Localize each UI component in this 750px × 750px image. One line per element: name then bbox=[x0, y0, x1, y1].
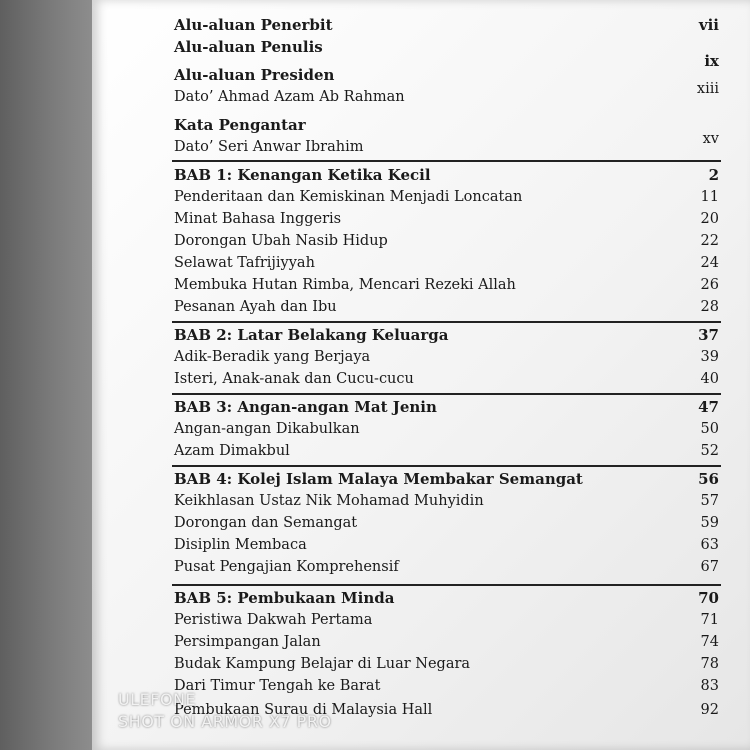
toc-entry bbox=[174, 81, 719, 108]
entry-page: 11 bbox=[700, 189, 719, 205]
entry-page: 22 bbox=[700, 233, 719, 249]
entry-label: Dorongan dan Semangat bbox=[174, 515, 358, 531]
table-of-contents bbox=[92, 0, 750, 750]
chapter-page: 56 bbox=[698, 470, 719, 488]
chapter-title: BAB 2: Latar Belakang Keluarga bbox=[174, 326, 449, 344]
entry-page: xv bbox=[702, 131, 719, 147]
toc-entry bbox=[174, 252, 719, 274]
entry-page: 74 bbox=[700, 634, 719, 650]
adjacent-page-edge bbox=[0, 0, 92, 750]
entry-page: vii bbox=[698, 16, 719, 34]
toc-entry bbox=[174, 131, 719, 158]
toc-entry bbox=[174, 64, 719, 86]
chapter-title: BAB 4: Kolej Islam Malaya Membakar Semangat bbox=[174, 470, 583, 488]
entry-label: Membuka Hutan Rimba, Mencari Rezeki Allah bbox=[174, 277, 516, 293]
entry-label: Penderitaan dan Kemiskinan Menjadi Loncatan bbox=[174, 189, 523, 205]
toc-entry bbox=[174, 274, 719, 296]
toc-entry bbox=[174, 346, 719, 368]
toc-entry bbox=[174, 368, 719, 390]
chapter-heading bbox=[174, 396, 719, 418]
entry-label: Alu-aluan Presiden bbox=[174, 66, 335, 84]
entry-label: Isteri, Anak-anak dan Cucu-cucu bbox=[174, 371, 414, 387]
entry-label: Peristiwa Dakwah Pertama bbox=[174, 612, 373, 628]
section-divider bbox=[172, 465, 721, 467]
chapter-page: 37 bbox=[698, 326, 719, 344]
chapter-title: BAB 1: Kenangan Ketika Kecil bbox=[174, 166, 431, 184]
entry-page: 26 bbox=[700, 277, 719, 293]
chapter-heading bbox=[174, 324, 719, 346]
toc-entry bbox=[174, 208, 719, 230]
entry-label: Adik-Beradik yang Berjaya bbox=[174, 349, 371, 365]
toc-entry bbox=[174, 490, 719, 512]
entry-label: Pesanan Ayah dan Ibu bbox=[174, 299, 337, 315]
section-divider bbox=[172, 584, 721, 586]
toc-entry bbox=[174, 418, 719, 440]
entry-page: 52 bbox=[700, 443, 719, 459]
toc-entry bbox=[174, 296, 719, 318]
entry-page: 78 bbox=[700, 656, 719, 672]
entry-page: 20 bbox=[700, 211, 719, 227]
chapter-title: BAB 5: Pembukaan Minda bbox=[174, 589, 395, 607]
toc-entry bbox=[174, 14, 719, 36]
entry-label: Keikhlasan Ustaz Nik Mohamad Muhyidin bbox=[174, 493, 484, 509]
entry-label: Dorongan Ubah Nasib Hidup bbox=[174, 233, 388, 249]
camera-watermark-model: SHOT ON ARMOR X7 PRO bbox=[118, 712, 332, 731]
section-divider bbox=[172, 393, 721, 395]
toc-entry bbox=[174, 675, 719, 697]
entry-page: 50 bbox=[700, 421, 719, 437]
toc-entry bbox=[174, 36, 719, 70]
entry-label: Dato’ Ahmad Azam Ab Rahman bbox=[174, 89, 405, 105]
entry-page: 39 bbox=[700, 349, 719, 365]
entry-page: 83 bbox=[700, 678, 719, 694]
section-divider bbox=[172, 160, 721, 162]
toc-entry bbox=[174, 512, 719, 534]
entry-label: Pusat Pengajian Komprehensif bbox=[174, 559, 399, 575]
entry-label: Disiplin Membaca bbox=[174, 537, 307, 553]
toc-entry bbox=[174, 230, 719, 252]
entry-label: Azam Dimakbul bbox=[174, 443, 290, 459]
entry-label: Budak Kampung Belajar di Luar Negara bbox=[174, 656, 471, 672]
chapter-heading bbox=[174, 587, 719, 609]
chapter-heading bbox=[174, 468, 719, 490]
entry-page: 40 bbox=[700, 371, 719, 387]
entry-page: 28 bbox=[700, 299, 719, 315]
toc-entry bbox=[174, 534, 719, 556]
toc-entry bbox=[174, 653, 719, 675]
entry-page: 63 bbox=[700, 537, 719, 553]
toc-entry bbox=[174, 609, 719, 631]
entry-page: 59 bbox=[700, 515, 719, 531]
camera-watermark-brand: ULEFONE bbox=[118, 690, 197, 709]
entry-label: Dato’ Seri Anwar Ibrahim bbox=[174, 139, 364, 155]
entry-label: Alu-aluan Penerbit bbox=[174, 16, 333, 34]
entry-label: Minat Bahasa Inggeris bbox=[174, 211, 342, 227]
entry-label: Kata Pengantar bbox=[174, 116, 306, 134]
toc-entry bbox=[174, 114, 719, 136]
toc-entry bbox=[174, 556, 719, 578]
chapter-page: 70 bbox=[698, 589, 719, 607]
toc-entry bbox=[174, 440, 719, 462]
entry-page: 24 bbox=[700, 255, 719, 271]
entry-label: Alu-aluan Penulis bbox=[174, 38, 323, 56]
book-page bbox=[92, 0, 750, 750]
entry-label: Pembukaan Surau di Malaysia Hall bbox=[174, 702, 433, 718]
entry-page: xiii bbox=[696, 81, 719, 97]
entry-page: ix bbox=[704, 52, 719, 70]
toc-entry bbox=[174, 631, 719, 653]
entry-page: 71 bbox=[700, 612, 719, 628]
section-divider bbox=[172, 321, 721, 323]
entry-page: 67 bbox=[700, 559, 719, 575]
entry-label: Persimpangan Jalan bbox=[174, 634, 321, 650]
chapter-page: 2 bbox=[708, 166, 719, 184]
entry-label: Dari Timur Tengah ke Barat bbox=[174, 678, 381, 694]
chapter-heading bbox=[174, 164, 719, 186]
chapter-title: BAB 3: Angan-angan Mat Jenin bbox=[174, 398, 437, 416]
entry-page: 57 bbox=[700, 493, 719, 509]
entry-page: 92 bbox=[700, 702, 719, 718]
entry-label: Selawat Tafrijiyyah bbox=[174, 255, 315, 271]
chapter-page: 47 bbox=[698, 398, 719, 416]
toc-entry bbox=[174, 186, 719, 208]
entry-label: Angan-angan Dikabulkan bbox=[174, 421, 360, 437]
